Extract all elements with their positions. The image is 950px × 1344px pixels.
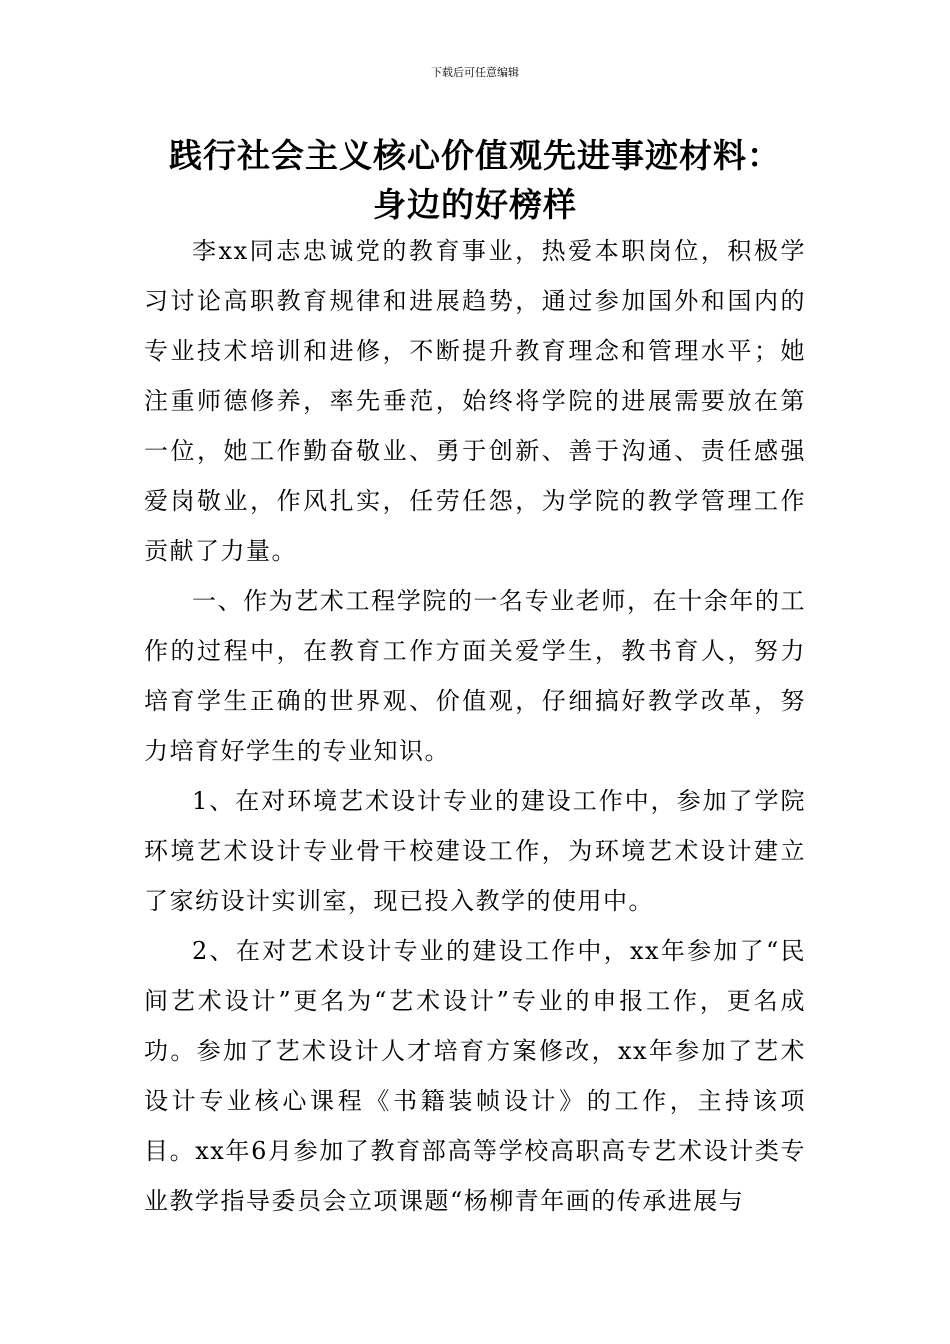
- header-note: 下载后可任意编辑: [431, 66, 519, 79]
- title-line-1: 践行社会主义核心价值观先进事迹材料：: [169, 136, 781, 175]
- paragraph-item-1: 1、在对环境艺术设计专业的建设工作中，参加了学院环境艺术设计专业骨干校建设工作，为环境艺术设计建立了家纺设计实训室，现已投入教学的使用中。: [144, 787, 806, 915]
- paragraph-item-2: 2、在对艺术设计专业的建设工作中，xx年参加了“民间艺术设计”更名为“艺术设计”专业的申报工作，更名成功。参加了艺术设计人才培育方案修改，xx年参加了艺术设计专业核心课程《书籍装帧设计》的工作，主持该项目。xx年6月参加了教育部高等学校高职高专艺术设计类专业教学指导委员会立项课题“杨柳青年画的传承进展与: [144, 937, 806, 1215]
- title-line-2: 身边的好榜样: [373, 185, 577, 224]
- paragraph-section-one: 一、作为艺术工程学院的一名专业老师，在十余年的工作的过程中，在教育工作方面关爱学生，教书育人，努力培育学生正确的世界观、价值观，仔细搞好教学改革，努力培育好学生的专业知识。: [144, 587, 806, 765]
- document-title: [60, 131, 890, 229]
- document-body: [144, 226, 806, 1226]
- paragraph-intro: 李xx同志忠诚党的教育事业，热爱本职岗位，积极学习讨论高职教育规律和进展趋势，通过参加国外和国内的专业技术培训和进修，不断提升教育理念和管理水平；她注重师德修养，率先垂范，始终将学院的进展需要放在第一位，她工作勤奋敬业、勇于创新、善于沟通、责任感强爱岗敬业，作风扎实，任劳任怨，为学院的教学管理工作贡献了力量。: [144, 237, 806, 565]
